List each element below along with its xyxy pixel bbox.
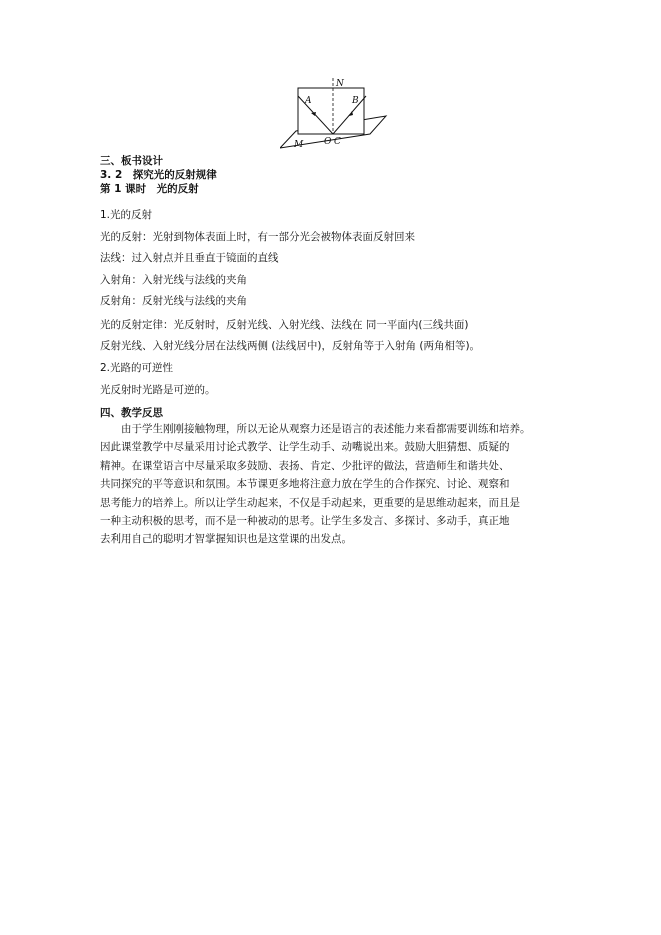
reflection-diagram <box>280 76 388 154</box>
lesson-title: 3. 2 探究光的反射规律 <box>100 169 217 181</box>
section-heading-board: 三、板书设计 <box>100 155 163 167</box>
item-line: 光的反射定律：光反射时，反射光线、入射光线、法线在 同一平面内(三线共面) <box>100 319 469 331</box>
item-line: 2.光路的可逆性 <box>100 362 174 374</box>
item-line: 1.光的反射 <box>100 209 153 221</box>
paragraph-line: 去利用自己的聪明才智掌握知识也是这堂课的出发点。 <box>100 533 352 546</box>
paragraph-line: 由于学生刚刚接触物理，所以无论从观察力还是语言的表述能力来看都需要训练和培养。 <box>100 423 531 435</box>
label-m: M <box>294 140 304 150</box>
label-a: A <box>305 96 312 106</box>
paragraph-line: 因此课堂教学中尽量采用讨论式教学、让学生动手、动嘴说出来。鼓励大胆猜想、质疑的 <box>100 441 510 454</box>
paragraph-line: 思考能力的培养上。所以让学生动起来，不仅是手动起来，更重要的是思维动起来，而且是 <box>100 496 520 509</box>
reflection-paragraph <box>100 420 566 549</box>
label-o: O <box>324 137 332 147</box>
class-title: 第 1 课时 光的反射 <box>100 183 199 195</box>
paragraph-line: 共同探究的平等意识和氛围。本节课更多地将注意力放在学生的合作探究、讨论、观察和 <box>100 478 510 491</box>
paragraph-line: 精神。在课堂语言中尽量采取多鼓励、表扬、肯定、少批评的做法，营造师生和谐共处、 <box>100 459 510 472</box>
vertical-board <box>298 88 364 134</box>
item-line: 入射角：入射光线与法线的夹角 <box>100 274 247 286</box>
label-b: B <box>352 96 359 106</box>
item-line: 反射光线、入射光线分居在法线两侧 (法线居中)，反射角等于入射角 (两角相等)。 <box>100 340 481 352</box>
item-line: 反射角：反射光线与法线的夹角 <box>100 295 247 307</box>
label-c: C <box>334 137 341 147</box>
item-line: 光的反射：光射到物体表面上时，有一部分光会被物体表面反射回来 <box>100 231 415 243</box>
item-line: 光反射时光路是可逆的。 <box>100 384 216 396</box>
section-heading-reflect: 四、教学反思 <box>100 407 163 419</box>
item-line: 法线：过入射点并且垂直于镜面的直线 <box>100 252 279 264</box>
paragraph-line: 一种主动积极的思考，而不是一种被动的思考。让学生多发言、多探讨、多动手，真正地 <box>100 515 510 528</box>
label-n: N <box>336 79 344 89</box>
